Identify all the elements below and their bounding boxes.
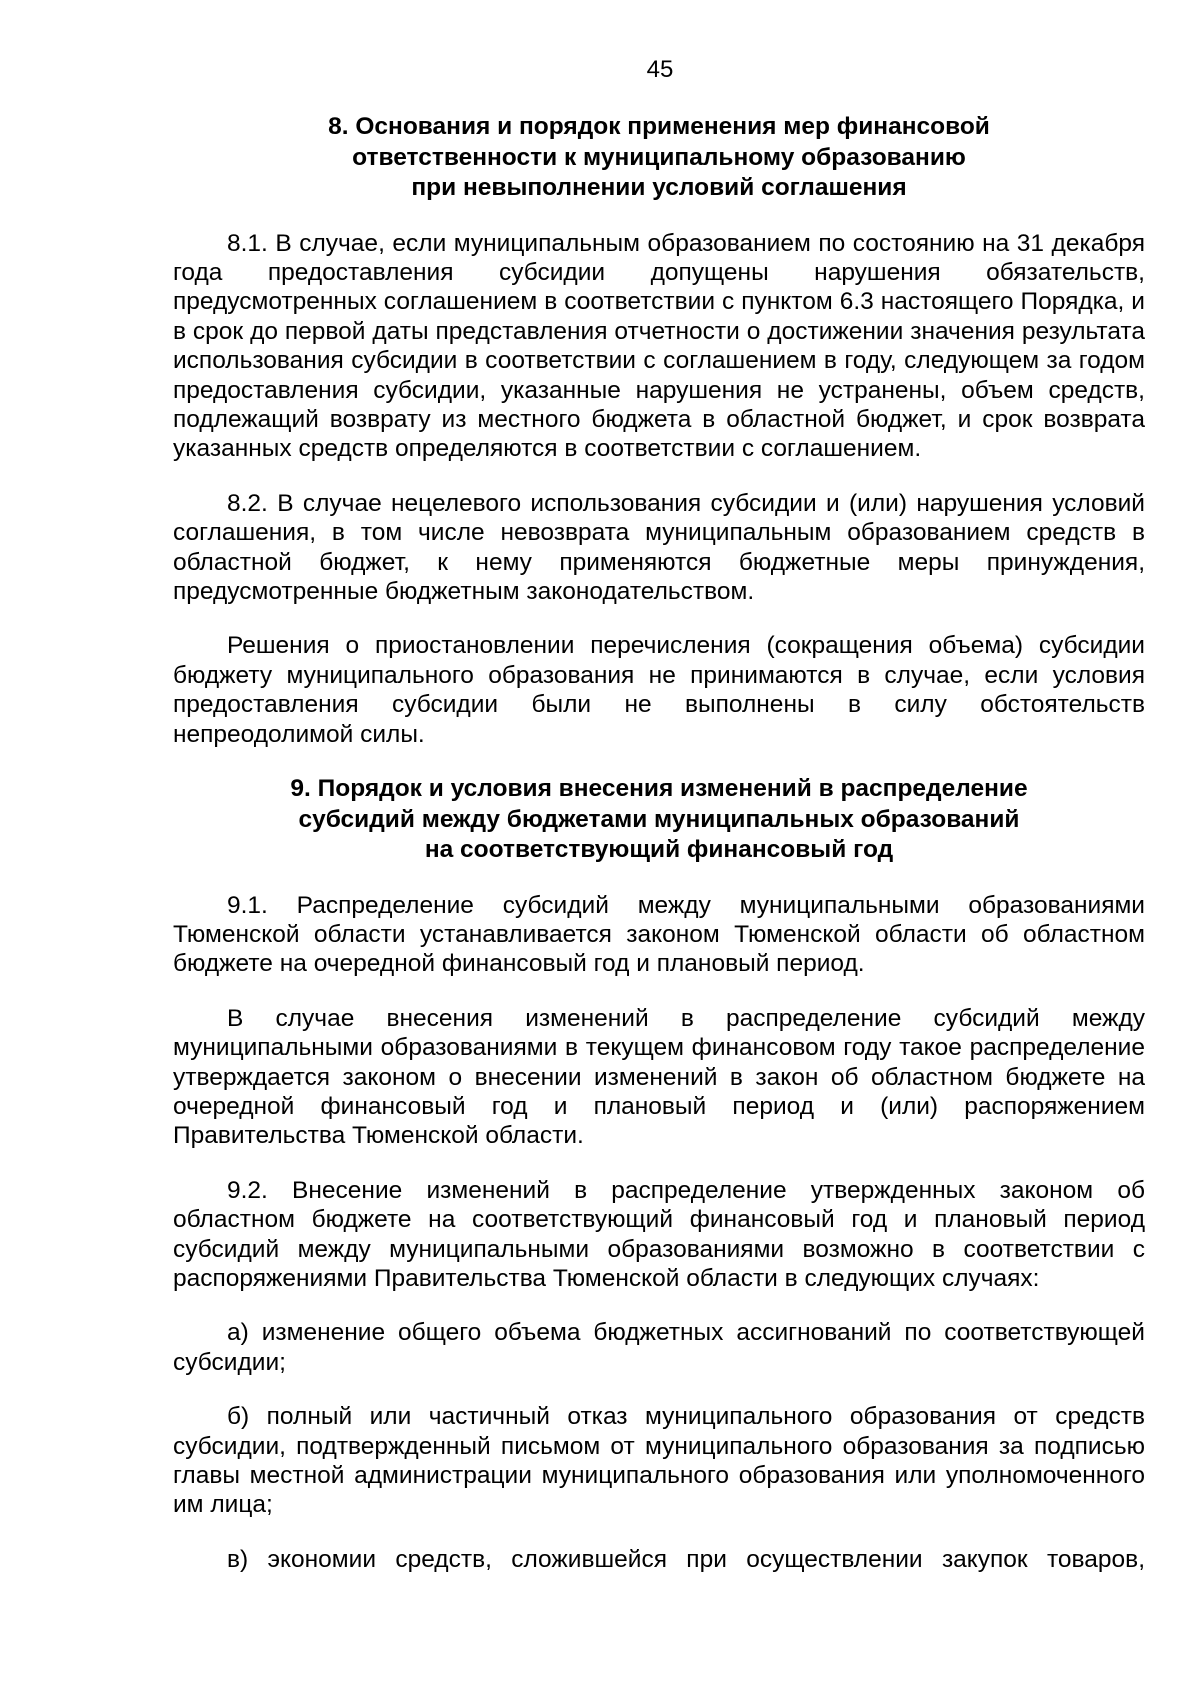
- paragraph-9-2: 9.2. Внесение изменений в распределение утвержденных законом об областном бюджете на соответствующий финансовый год и плановый период субсидий между муниципальными образованиями возможно в соответствии с распоряжениями Правительства Тюменской области в следующих случаях:: [173, 1176, 1145, 1292]
- section-9-heading-line: на соответствующий финансовый год: [424, 836, 894, 863]
- section-8-heading-line: ответственности к муниципальному образованию: [352, 143, 966, 171]
- section-9-heading: [173, 774, 1145, 866]
- section-9-heading-line: 9. Порядок и условия внесения изменений в распределение: [290, 775, 1028, 802]
- document-body: [173, 112, 1145, 1574]
- paragraph-8-2: 8.2. В случае нецелевого использования субсидии и (или) нарушения условий соглашения, в том числе невозврата муниципальным образованием средств в областной бюджет, к нему применяются бюджетные меры принуждения, предусмотренные бюджетным законодательством.: [173, 489, 1145, 605]
- section-8-heading-line: 8. Основания и порядок применения мер финансовой: [328, 113, 990, 140]
- list-item-v: в) экономии средств, сложившейся при осуществлении закупок товаров,: [227, 1545, 1145, 1573]
- list-item-b: б) полный или частичный отказ муниципального образования от средств субсидии, подтвержденный письмом от муниципального образования за подписью главы местной администрации муниципального образования или уполномоченного им лица;: [173, 1403, 1145, 1519]
- paragraph-8-force-majeure: Решения о приостановлении перечисления (сокращения объема) субсидии бюджету муниципального образования не принимаются в случае, если условия предоставления субсидии были не выполнены в силу обстоятельств непреодолимой силы.: [173, 632, 1145, 748]
- paragraph-9-1: 9.1. Распределение субсидий между муниципальными образованиями Тюменской области устанавливается законом Тюменской области об областном бюджете на очередной финансовый год и плановый период.: [173, 891, 1145, 978]
- paragraph-8-1: 8.1. В случае, если муниципальным образованием по состоянию на 31 декабря года предоставления субсидии допущены нарушения обязательств, предусмотренных соглашением в соответствии с пунктом 6.3 настоящего Порядка, и в срок до первой даты представления отчетности о достижении значения результата использования субсидии в соответствии с соглашением в году, следующем за годом предоставления субсидии, указанные нарушения не устранены, объем средств, подлежащий возврату из местного бюджета в областной бюджет, и срок возврата указанных средств определяются в соответствии с соглашением.: [173, 229, 1145, 463]
- section-9-heading-line: субсидий между бюджетами муниципальных образований: [298, 805, 1020, 833]
- section-8-heading-line: при невыполнении условий соглашения: [411, 174, 907, 201]
- section-8-heading: [173, 112, 1145, 204]
- page-number: 45: [646, 56, 674, 83]
- list-item-a: а) изменение общего объема бюджетных ассигнований по соответствующей субсидии;: [173, 1319, 1145, 1376]
- paragraph-9-1-changes: В случае внесения изменений в распределение субсидий между муниципальными образованиями в текущем финансовом году такое распределение утверждается законом о внесении изменений в закон об областном бюджете на очередной финансовый год и плановый период и (или) распоряжением Правительства Тюменской области.: [173, 1004, 1145, 1150]
